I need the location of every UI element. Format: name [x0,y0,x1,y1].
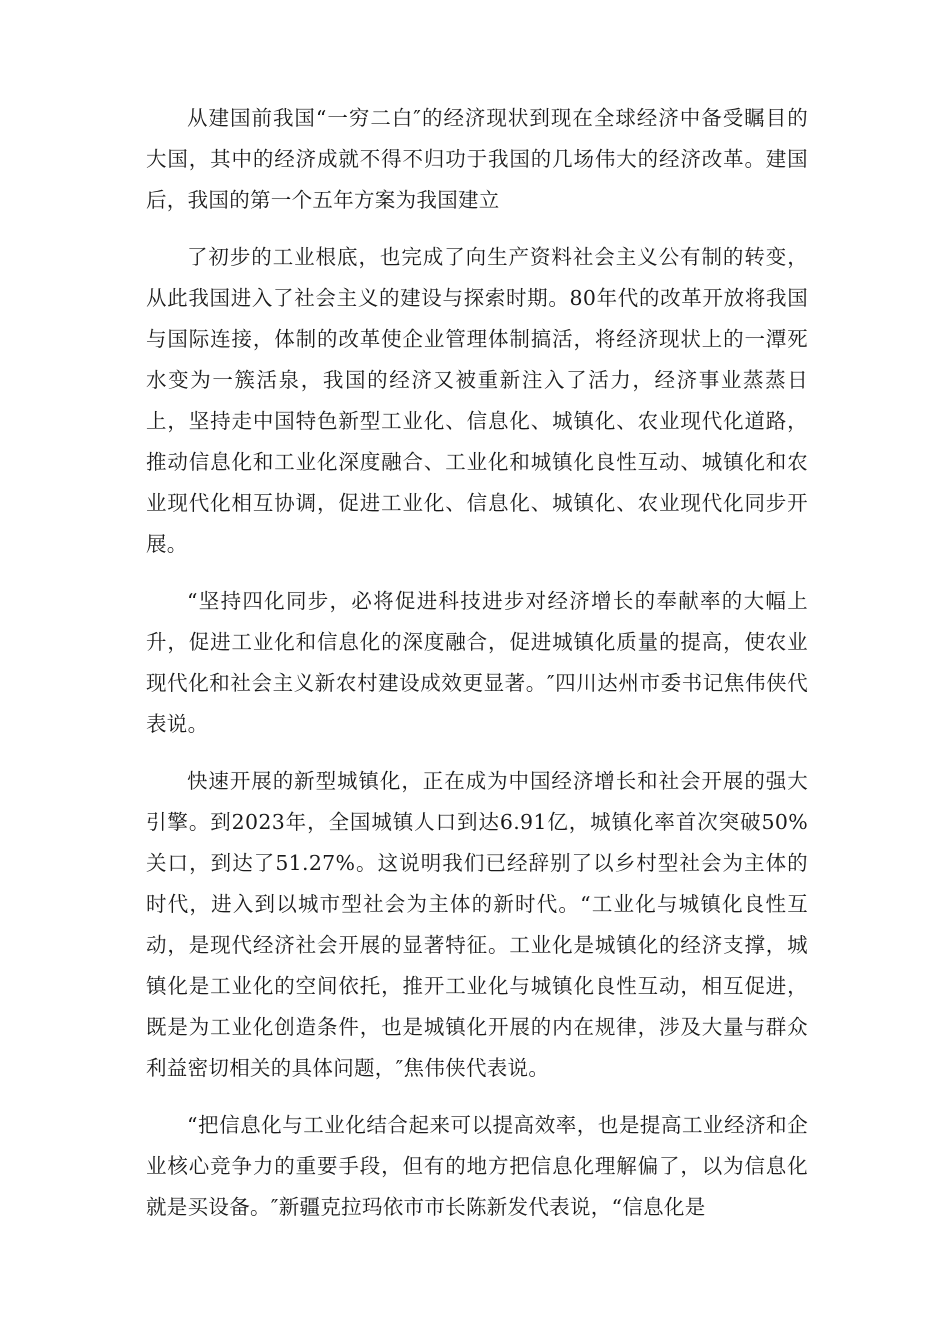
paragraph-3: “坚持四化同步，必将促进科技进步对经济增长的奉献率的大幅上升，促进工业化和信息化的深度融合，促进城镇化质量的提高，使农业现代化和社会主义新农村建设成效更显著。″四川达州市委书记焦伟侠代表说。 [146,589,808,736]
paragraph-4: 快速开展的新型城镇化，正在成为中国经济增长和社会开展的强大引擎。到2023年，全国城镇人口到达6.91亿，城镇化率首次突破50%关口，到达了51.27%。这说明我们已经辞别了以乡村型社会为主体的时代，进入到以城市型社会为主体的新时代。“工业化与城镇化良性互动，是现代经济社会开展的显著特征。工业化是城镇化的经济支撑，城镇化是工业化的空间依托，推开工业化与城镇化良性互动，相互促进，既是为工业化创造条件，也是城镇化开展的内在规律，涉及大量与群众利益密切相关的具体问题，″焦伟侠代表说。 [146,769,808,1080]
document-body [146,98,808,1244]
paragraph-2: 了初步的工业根底，也完成了向生产资料社会主义公有制的转变，从此我国进入了社会主义的建设与探索时期。80年代的改革开放将我国与国际连接，体制的改革使企业管理体制搞活，将经济现状上的一潭死水变为一簇活泉，我国的经济又被重新注入了活力，经济事业蒸蒸日上，坚持走中国特色新型工业化、信息化、城镇化、农业现代化道路，推动信息化和工业化深度融合、工业化和城镇化良性互动、城镇化和农业现代化相互协调，促进工业化、信息化、城镇化、农业现代化同步开展。 [146,245,808,556]
paragraph-5: “把信息化与工业化结合起来可以提高效率，也是提高工业经济和企业核心竞争力的重要手段，但有的地方把信息化理解偏了，以为信息化就是买设备。″新疆克拉玛依市市长陈新发代表说，“信息化是 [146,1113,808,1219]
paragraph-1: 从建国前我国“一穷二白″的经济现状到现在全球经济中备受瞩目的大国，其中的经济成就不得不归功于我国的几场伟大的经济改革。建国后，我国的第一个五年方案为我国建立 [146,106,808,212]
